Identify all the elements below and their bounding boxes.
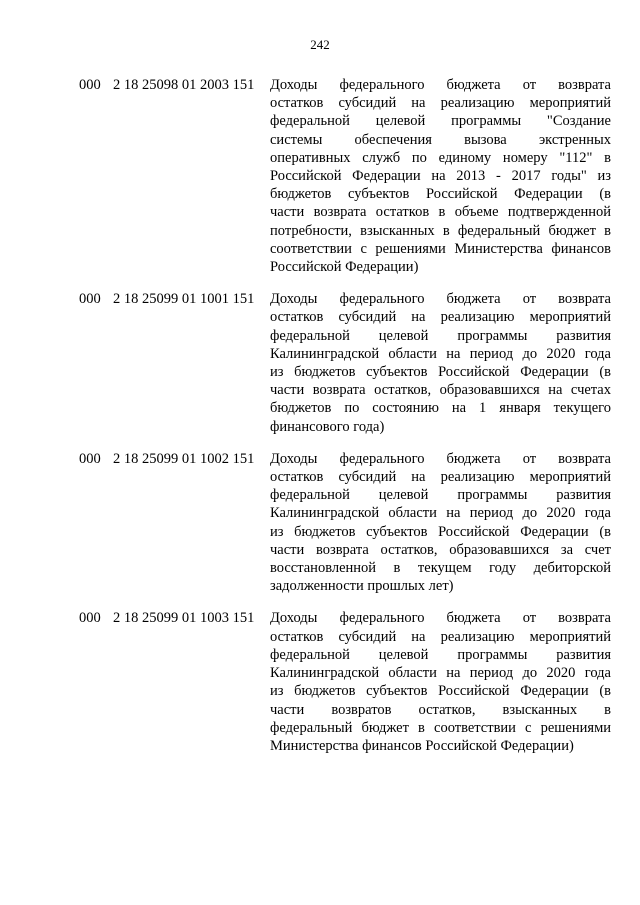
description-line: федеральной целевой программы "Создание	[270, 113, 611, 130]
description-line: Доходы федерального бюджета от возврата	[270, 450, 611, 467]
description-line: соответствии с решениями Министерства финансов	[270, 240, 611, 257]
description-line: части возврата остатков, образовавшихся за счет	[270, 541, 611, 558]
page-number: 242	[310, 37, 330, 52]
description-line: остатков субсидий на реализацию мероприятий	[270, 95, 611, 112]
description-line: федеральной целевой программы развития	[270, 646, 611, 663]
description-line: Доходы федерального бюджета от возврата	[270, 610, 611, 627]
revenue-description	[270, 609, 611, 755]
description-line: задолженности прошлых лет)	[270, 578, 454, 595]
description-line: части возврата остатков в объеме подтвержденной	[270, 204, 611, 221]
description-line: Доходы федерального бюджета от возврата	[270, 291, 611, 308]
description-line: части возвратов остатков, взысканных в	[270, 701, 611, 718]
description-line: Министерства финансов Российской Федерации)	[270, 737, 574, 754]
description-line: из бюджетов субъектов Российской Федерации (в	[270, 364, 611, 381]
table-row	[0, 609, 640, 755]
description-line: оперативных служб по единому номеру "112" в	[270, 149, 611, 166]
budget-classification-code: 2 18 25099 01 1001 151	[113, 291, 255, 308]
description-line: остатков субсидий на реализацию мероприятий	[270, 309, 611, 326]
description-line: бюджетов субъектов Российской Федерации (в	[270, 186, 611, 203]
description-line: остатков субсидий на реализацию мероприятий	[270, 628, 611, 645]
description-line: части возврата остатков, образовавшихся на счетах	[270, 382, 611, 399]
description-line: Доходы федерального бюджета от возврата	[270, 77, 611, 93]
revenue-description	[270, 450, 611, 596]
table-row	[0, 450, 640, 596]
table-row	[0, 290, 640, 436]
description-line: восстановленной в текущем году дебиторской	[270, 560, 611, 577]
admin-code: 000	[79, 450, 101, 467]
admin-code: 000	[79, 77, 101, 93]
revenue-description	[270, 290, 611, 436]
budget-classification-code: 2 18 25099 01 1003 151	[113, 610, 255, 627]
description-line: Калининградской области на период до 2020 года	[270, 665, 611, 682]
description-line: финансового года)	[270, 418, 385, 435]
description-line: системы обеспечения вызова экстренных	[270, 131, 611, 148]
description-line: Калининградской области на период до 2020 года	[270, 345, 611, 362]
table-row	[0, 76, 640, 276]
budget-codes-table	[0, 76, 640, 769]
budget-classification-code: 2 18 25098 01 2003 151	[113, 77, 255, 93]
admin-code: 000	[79, 610, 101, 627]
admin-code: 000	[79, 291, 101, 308]
description-line: Российской Федерации на 2013 - 2017 годы" из	[270, 168, 611, 185]
description-line: федеральной целевой программы развития	[270, 327, 611, 344]
description-line: федеральный бюджет в соответствии с решениями	[270, 719, 611, 736]
description-line: бюджетов по состоянию на 1 января текущего	[270, 400, 611, 417]
description-line: Российской Федерации)	[270, 259, 419, 276]
description-line: федеральной целевой программы развития	[270, 487, 611, 504]
description-line: остатков субсидий на реализацию мероприятий	[270, 469, 611, 486]
revenue-description	[270, 76, 611, 276]
description-line: Калининградской области на период до 2020 года	[270, 505, 611, 522]
budget-classification-code: 2 18 25099 01 1002 151	[113, 450, 255, 467]
description-line: потребности, взысканных в федеральный бюджет в	[270, 222, 611, 239]
description-line: из бюджетов субъектов Российской Федерации (в	[270, 683, 611, 700]
description-line: из бюджетов субъектов Российской Федерации (в	[270, 523, 611, 540]
